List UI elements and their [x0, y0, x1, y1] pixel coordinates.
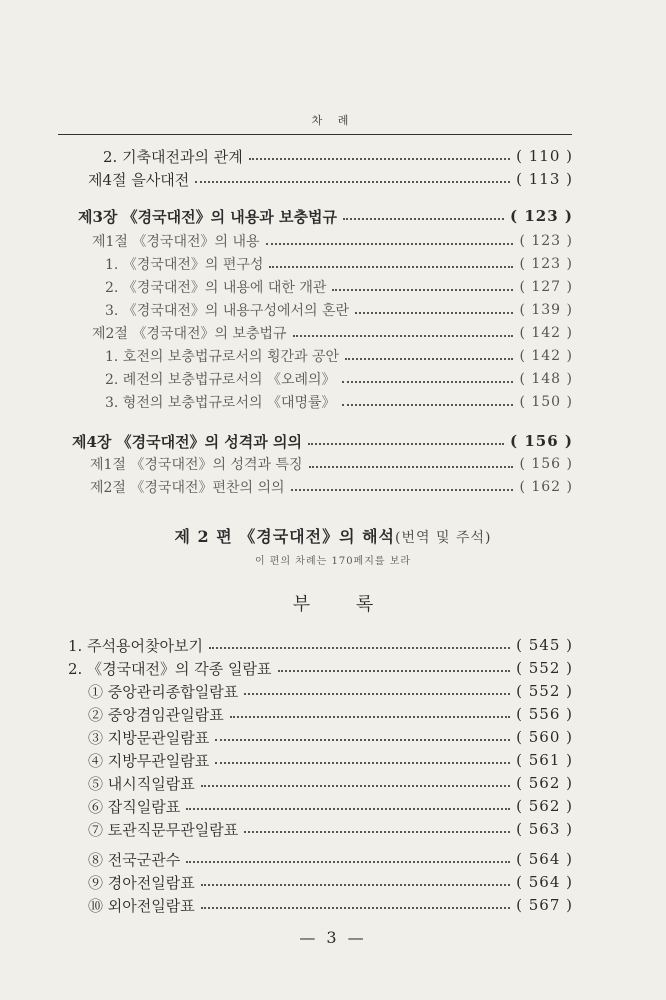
leader-dots — [195, 181, 510, 183]
leader-dots — [345, 358, 513, 360]
toc-entry-page: ( 123 ) — [510, 207, 573, 225]
leader-dots — [309, 466, 514, 468]
part-title — [0, 524, 666, 547]
toc-entry-label: 2. 례전의 보충법규로서의 《오례의》 — [105, 372, 336, 388]
toc-entry — [105, 299, 573, 321]
toc-entry-page: ( 150 ) — [519, 394, 573, 410]
toc-entry-label: 2. 기축대전과의 관계 — [103, 147, 243, 166]
toc-entry-label: 3. 형전의 보충법규로서의 《대명률》 — [105, 395, 336, 411]
leader-dots — [215, 739, 510, 741]
toc-entry-label: 1. 《경국대전》의 편구성 — [105, 257, 264, 273]
leader-dots — [343, 218, 504, 220]
toc-entry-page: ( 564 ) — [516, 850, 573, 868]
toc-entry — [105, 253, 573, 275]
toc-entry — [88, 168, 573, 190]
leader-dots — [201, 907, 510, 909]
toc-entry-label: 2. 《경국대전》의 내용에 대한 개관 — [105, 280, 327, 296]
toc-entry-label: ⑥ 잡직일람표 — [88, 797, 181, 816]
leader-dots — [293, 335, 514, 337]
toc-entry — [68, 657, 573, 679]
toc-entry-label: 3. 《경국대전》의 내용구성에서의 혼란 — [105, 303, 350, 319]
toc-entry — [92, 230, 573, 252]
toc-entry-page: ( 156 ) — [510, 432, 573, 450]
toc-entry-page: ( 562 ) — [516, 797, 573, 815]
toc-entry-label: ③ 지방문관일람표 — [88, 728, 210, 747]
toc-entry-label: ⑩ 외아전일람표 — [88, 896, 195, 915]
toc-entry-page: ( 156 ) — [519, 456, 573, 472]
leader-dots — [244, 831, 510, 833]
toc-entry-label: 제3장 《경국대전》의 내용과 보충법규 — [78, 207, 337, 226]
toc-entry-page: ( 561 ) — [516, 751, 573, 769]
leader-dots — [342, 381, 514, 383]
toc-entry — [88, 703, 573, 725]
part-title-paren: (번역 및 주석) — [395, 530, 492, 546]
toc-entry-page: ( 139 ) — [519, 302, 573, 318]
toc-entry-page: ( 123 ) — [519, 233, 573, 249]
toc-entry — [88, 749, 573, 771]
toc-entry-label: ② 중앙겸임관일람표 — [88, 705, 224, 724]
leader-dots — [249, 158, 510, 160]
leader-dots — [186, 861, 510, 863]
leader-dots — [342, 404, 514, 406]
toc-entry — [88, 680, 573, 702]
part-note: 이 편의 차례는 170페지를 보라 — [254, 556, 412, 567]
toc-entry-label: 2. 《경국대전》의 각종 일람표 — [68, 659, 272, 678]
toc-entry-page: ( 552 ) — [516, 659, 573, 677]
toc-entry-page: ( 142 ) — [519, 348, 573, 364]
appendix-title: 부 록 — [292, 594, 394, 615]
toc-entry-label: 제2절 《경국대전》의 보충법규 — [92, 326, 287, 342]
toc-entry — [103, 145, 573, 167]
toc-entry — [88, 726, 573, 748]
toc-entry — [68, 634, 573, 656]
toc-entry — [90, 476, 573, 498]
leader-dots — [186, 808, 510, 810]
toc-entry-page: ( 113 ) — [516, 170, 573, 188]
toc-entry-page: ( 110 ) — [516, 147, 573, 165]
running-header: 차 례 — [311, 114, 355, 127]
header-rule — [58, 134, 572, 135]
chapter-heading — [78, 205, 573, 227]
leader-dots — [266, 243, 514, 245]
toc-entry-label: 제4절 을사대전 — [88, 170, 190, 189]
toc-entry-page: ( 560 ) — [516, 728, 573, 746]
toc-entry-label: ⑦ 토관직문무관일람표 — [88, 820, 239, 839]
toc-entry — [105, 391, 573, 413]
toc-entry — [88, 848, 573, 870]
toc-entry-page: ( 556 ) — [516, 705, 573, 723]
page-number: — 3 — — [299, 928, 367, 947]
toc-entry — [88, 894, 573, 916]
toc-entry-page: ( 148 ) — [519, 371, 573, 387]
toc-entry-label: ⑧ 전국군관수 — [88, 850, 181, 869]
leader-dots — [355, 312, 513, 314]
toc-entry — [92, 322, 573, 344]
toc-entry-label: 제1절 《경국대전》의 내용 — [92, 234, 260, 250]
toc-entry-page: ( 562 ) — [516, 774, 573, 792]
toc-entry-label: 1. 호전의 보충법규로서의 횡간과 공안 — [105, 349, 340, 365]
toc-entry-label: ④ 지방무관일람표 — [88, 751, 210, 770]
toc-entry-page: ( 552 ) — [516, 682, 573, 700]
toc-entry — [105, 276, 573, 298]
toc-entry-label: 1. 주석용어찾아보기 — [68, 636, 204, 655]
toc-entry — [105, 345, 573, 367]
leader-dots — [209, 647, 510, 649]
leader-dots — [332, 289, 513, 291]
leader-dots — [201, 785, 510, 787]
toc-entry-label: 제4장 《경국대전》의 성격과 의의 — [72, 432, 302, 451]
toc-entry-label: ⑤ 내시직일람표 — [88, 774, 195, 793]
toc-entry-label: 제1절 《경국대전》의 성격과 특징 — [90, 457, 303, 473]
leader-dots — [278, 670, 511, 672]
toc-entry — [88, 772, 573, 794]
leader-dots — [308, 443, 504, 445]
toc-entry-page: ( 564 ) — [516, 873, 573, 891]
toc-entry — [88, 871, 573, 893]
toc-entry — [88, 818, 573, 840]
leader-dots — [201, 884, 510, 886]
toc-entry — [88, 795, 573, 817]
toc-entry — [105, 368, 573, 390]
leader-dots — [291, 489, 514, 491]
part-title-text: 제 2 편 《경국대전》의 해석 — [174, 527, 396, 546]
toc-entry-page: ( 563 ) — [516, 820, 573, 838]
toc-entry-page: ( 142 ) — [519, 325, 573, 341]
toc-entry-page: ( 162 ) — [519, 479, 573, 495]
toc-entry-label: 제2절 《경국대전》편찬의 의의 — [90, 480, 285, 496]
leader-dots — [215, 762, 510, 764]
toc-entry-page: ( 567 ) — [516, 896, 573, 914]
leader-dots — [244, 693, 510, 695]
leader-dots — [269, 266, 513, 268]
chapter-heading — [72, 430, 573, 452]
toc-entry-page: ( 545 ) — [516, 636, 573, 654]
toc-entry — [90, 453, 573, 475]
toc-entry-label: ⑨ 경아전일람표 — [88, 873, 195, 892]
leader-dots — [230, 716, 510, 718]
toc-entry-page: ( 127 ) — [519, 279, 573, 295]
toc-entry-label: ① 중앙관리종합일람표 — [88, 682, 239, 701]
toc-entry-page: ( 123 ) — [519, 256, 573, 272]
